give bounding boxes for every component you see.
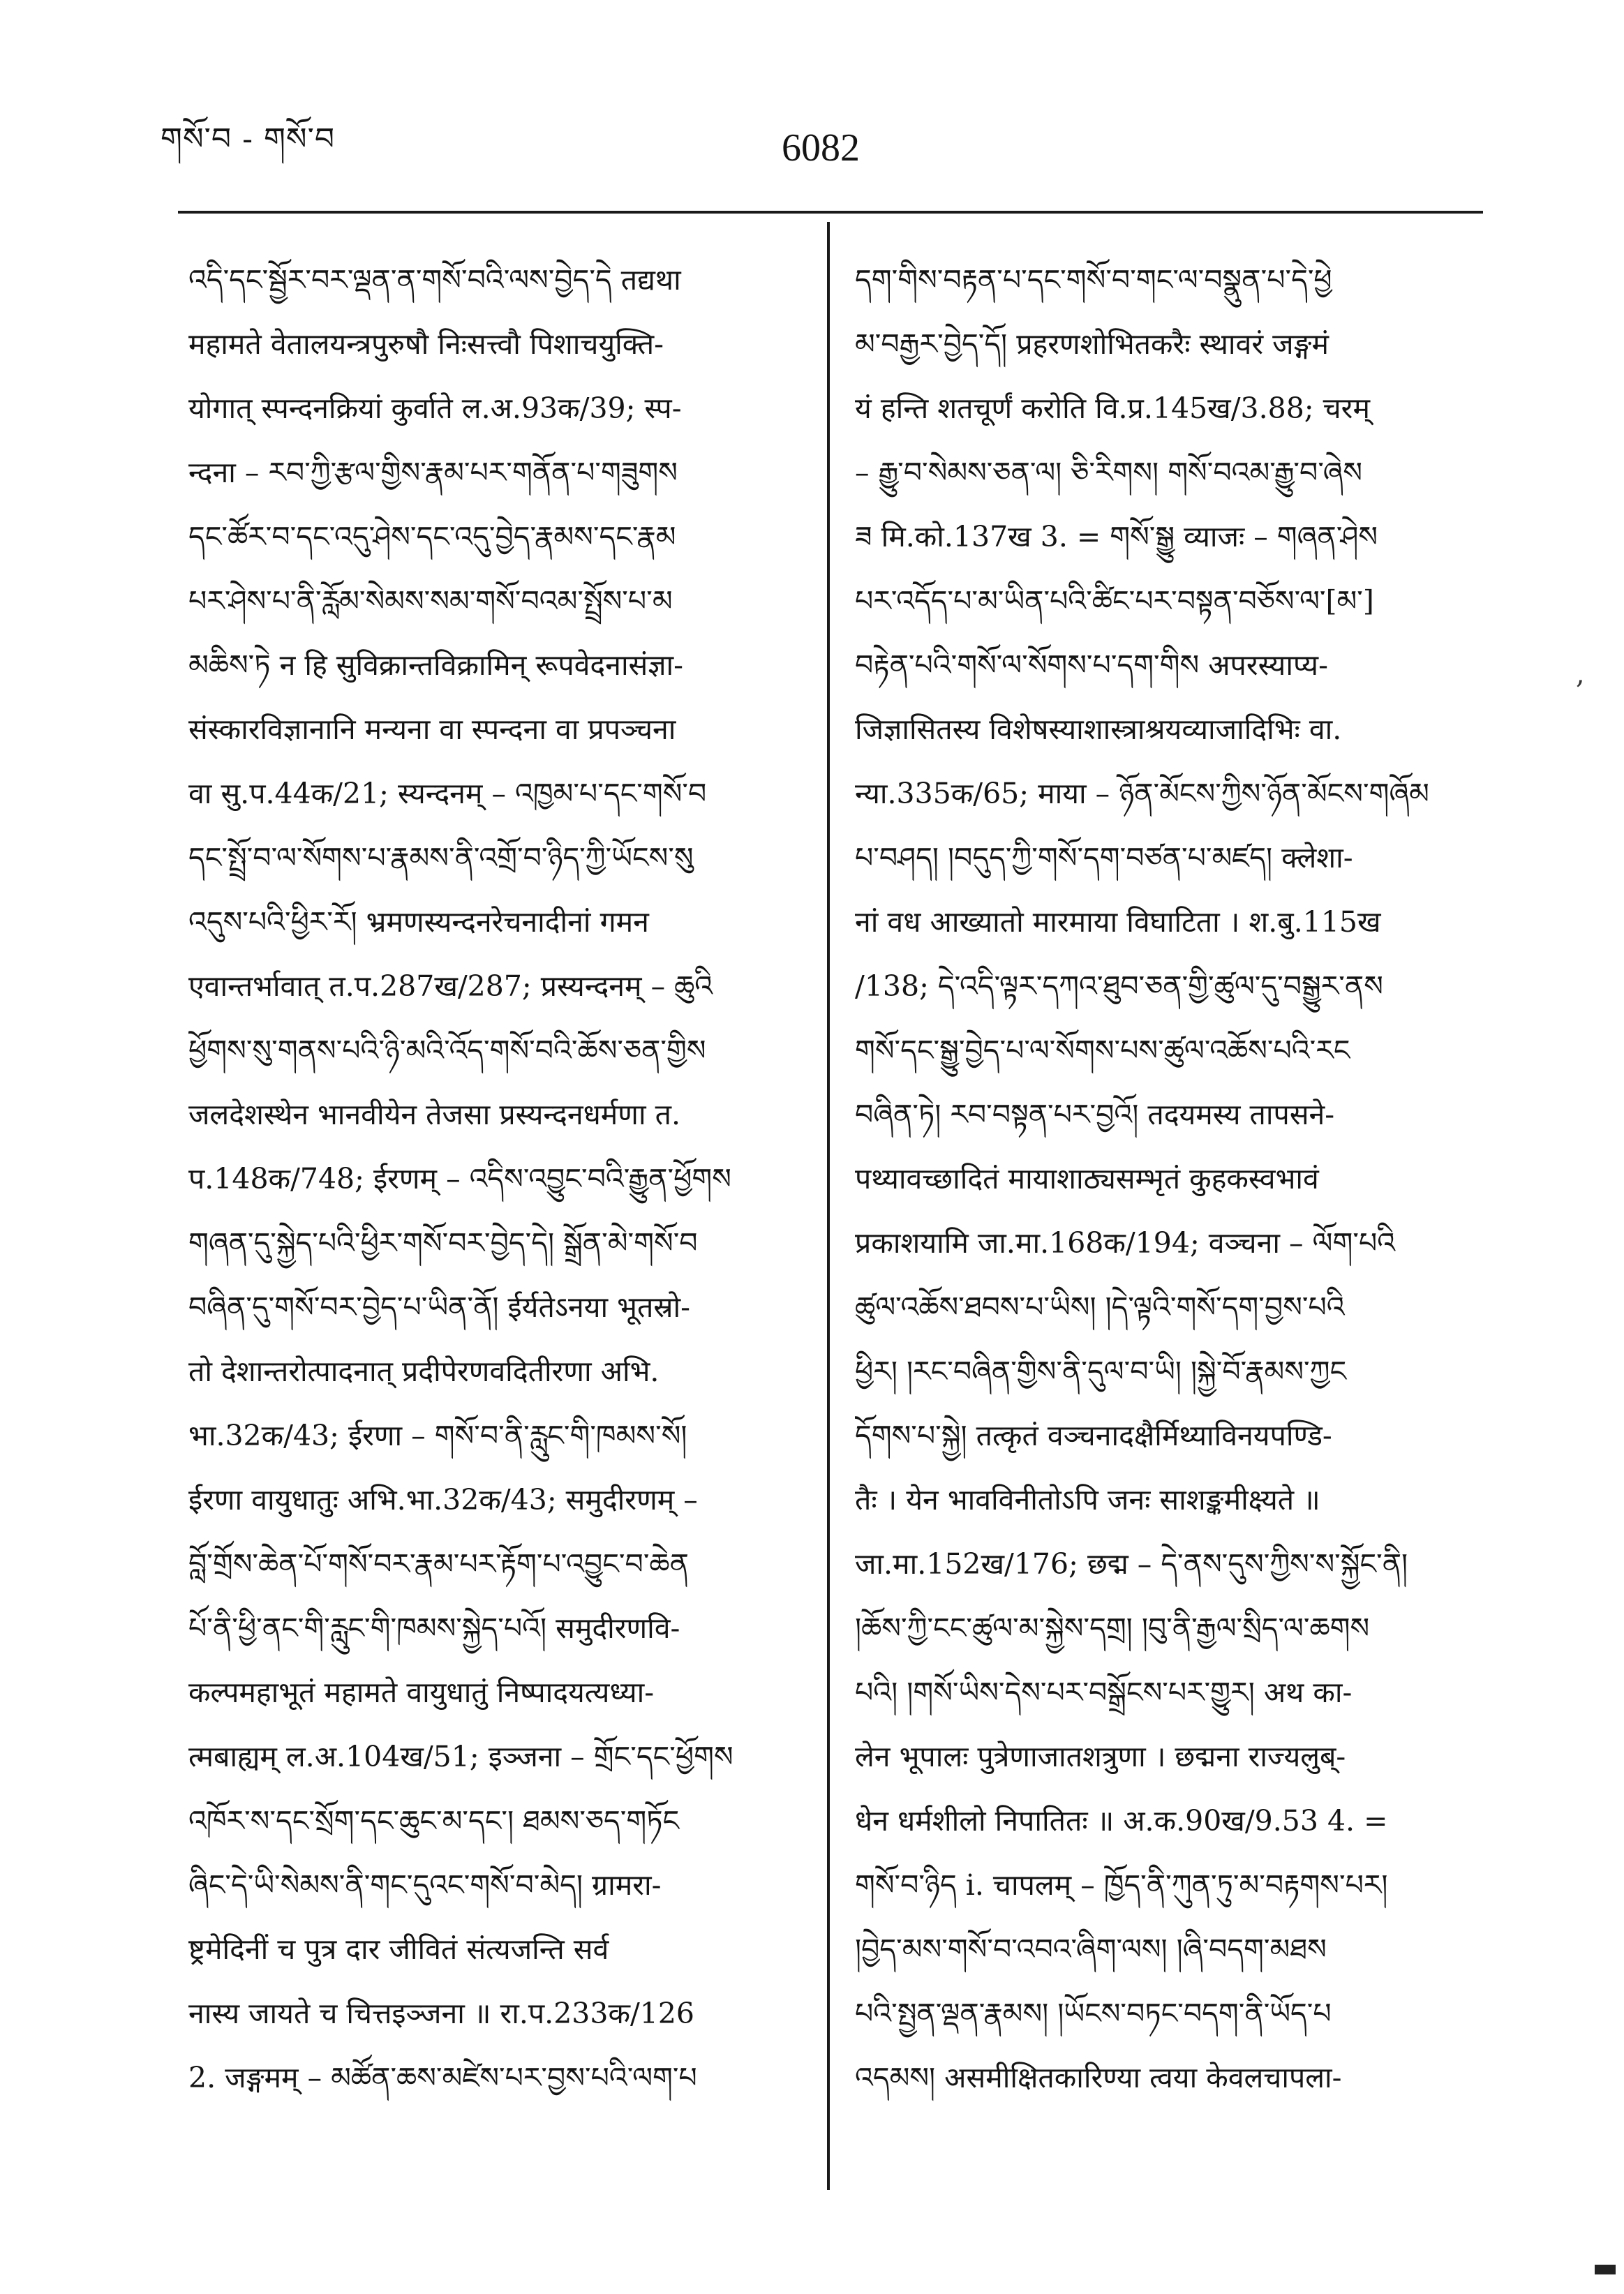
text-line: །ཆོས་ཀྱི་ངང་ཚུལ་མ་སྐྱེས་དགྲ། །བུ་ནི་རྒྱལ་སྲིད་ལ་ཆགས: [855, 1611, 1370, 1645]
left-column: [188, 248, 799, 2110]
text-line: भा.32क/43; ईरणा – གསོ་བ་ནི་རླུང་གི་ཁམས་སོ།: [188, 1419, 687, 1452]
text-line: མ་བརྒྱར་བྱེད་དོ། प्रहरणशोभितकरैः स्थावरं जङ्गमं: [855, 327, 1329, 361]
text-line: जलदेशस्थेन भानवीयेन तेजसा प्रस्यन्दनधर्मणा त.: [188, 1098, 681, 1131]
text-line: བློ་གྲོས་ཆེན་པོ་གསོ་བར་རྣམ་པར་རྟོག་པ་འབྱུང་བ་ཆེན: [188, 1547, 689, 1581]
text-line: མཆིས་ཏེ न हि सुविक्रान्तविक्रामिन् रूपवेदनासंज्ञा-: [188, 648, 684, 682]
text-line: དག་གིས་བརྟན་པ་དང་གསོ་བ་གང་ལ་བསྣུན་པ་དེ་ཕྱེ: [855, 263, 1332, 297]
text-line: པར་འདོད་པ་མ་ཡིན་པའི་ཚིང་པར་བསྟན་བཅོས་ལ་[མ་]: [855, 584, 1374, 618]
text-line: ཕྱིར། །རང་བཞིན་གྱིས་ནི་དུལ་བ་ཡི། །སྐྱེ་བོ་རྣམས་ཀྱང: [855, 1355, 1347, 1388]
text-line: དང་སྤྲོ་བ་ལ་སོགས་པ་རྣམས་ནི་འགྲོ་བ་ཉིད་ཀྱི་ཡོངས་སུ: [188, 841, 694, 874]
text-line: तो देशान्तरोत्पादनात् प्रदीपेरणवदितीरणा अभि.: [188, 1355, 660, 1388]
text-line: वा सु.प.44क/21; स्यन्दनम् – འཁྱམ་པ་དང་གསོ་བ: [188, 777, 707, 810]
text-line: བཞིན་དུ་གསོ་བར་བྱེད་པ་ཡིན་ནོ། ईर्यतेऽनया भूतस्रो-: [188, 1290, 690, 1324]
text-line: པར་ཤེས་པ་ནི་རློམ་སེམས་སམ་གསོ་བའམ་སྤྲོས་པ་མ: [188, 584, 673, 618]
text-line: བརྟེན་པའི་གསོ་ལ་སོགས་པ་དག་གིས अपरस्याप्य-: [855, 648, 1328, 682]
text-line: योगात् स्पन्दनक्रियां कुर्वाते ल.अ.93क/39; स्प-: [188, 392, 682, 425]
text-line: ཚུལ་འཆོས་ཐབས་པ་ཡིས། །དེ་ལྟའི་གསོ་དག་བྱས་པའི: [855, 1290, 1345, 1324]
header-rule: [178, 211, 1483, 214]
text-line: संस्कारविज्ञानानि मन्यना वा स्पन्दना वा प्रपञ्चना: [188, 713, 676, 746]
text-line: न्या.335क/65; माया – ཉོན་མོངས་ཀྱིས་ཉོན་མོངས་གཞོམ: [855, 777, 1429, 810]
text-line: यं हन्ति शतचूर्णं करोति वि.प्र.145ख/3.88; चरम्: [855, 392, 1370, 425]
text-line: ཞིང་དེ་ཡི་སེམས་ནི་གང་དུའང་གསོ་བ་མེད། ग्रामरा-: [188, 1868, 662, 1902]
text-line: न्दना – རབ་ཀྱི་རྩལ་གྱིས་རྣམ་པར་གནོན་པ་གཟུགས: [188, 456, 678, 489]
text-line: कल्पमहाभूतं महामते वायुधातुं निष्पादयत्यध्या-: [188, 1676, 655, 1709]
text-line: पथ्यावच्छादितं मायाशाठ्यसम्भृतं कुहकस्वभावं: [855, 1162, 1319, 1196]
text-line: नां वध आख्यातो मारमाया विघाटिता । श.बु.115ख: [855, 905, 1381, 939]
text-line: འདི་དང་སྦྱོར་བར་ལྡན་ན་གསོ་བའི་ལས་བྱེད་དེ तद्यथा: [188, 263, 681, 297]
text-line: जिज्ञासितस्य विशेषस्याशास्त्राश्रयव्याजादिभिः वा.: [855, 713, 1342, 746]
text-line: धेन धर्मशीलो निपातितः ॥ अ.क.90ख/9.53 4. =: [855, 1804, 1388, 1838]
text-line: त्मबाह्यम् ल.अ.104ख/51; इञ्जना – གྲོང་དང་ཕྱོགས: [188, 1740, 733, 1773]
text-line: འཁོར་ས་དང་སྲོག་དང་ཆུང་མ་དང་། ཐམས་ཅད་གཏོང: [188, 1804, 680, 1838]
text-line: གསོ་དང་སྒྱུ་བྱེད་པ་ལ་སོགས་པས་ཚུལ་འཆོས་པའི་རང: [855, 1034, 1350, 1067]
text-line: नास्य जायते च चित्तइञ्जना ॥ रा.प.233क/126: [188, 1997, 695, 2030]
text-line: དང་ཚོར་བ་དང་འདུ་ཤེས་དང་འདུ་བྱེད་རྣམས་དང་རྣམ: [188, 520, 676, 553]
running-head: གསོ་བ - གསོ་བ: [161, 121, 336, 157]
right-column: [855, 248, 1469, 2110]
margin-mark: ,: [1576, 658, 1585, 690]
text-line: འདུས་པའི་ཕྱིར་རོ། भ्रमणस्यन्दनरेचनादीनां गमन: [188, 905, 649, 939]
page-number: 6082: [782, 126, 860, 170]
text-line: /138; དེ་འདི་ལྟར་དཀའ་ཐུབ་ཅན་གྱི་ཚུལ་དུ་བསྒྱུར་ནས: [855, 969, 1383, 1003]
text-line: लेन भूपालः पुत्रेणाजातशत्रुणा । छद्मना राज्यलुब्-: [855, 1740, 1346, 1773]
text-line: པོ་ནི་ཕྱི་ནང་གི་རླུང་གི་ཁམས་སྐྱེད་པའོ། समुदीरणवि-: [188, 1611, 680, 1645]
text-line: – རྒྱུ་བ་སེམས་ཅན་ལ། ཅི་རིགས། གསོ་བའམ་རྒྱུ་བ་ཞེས: [855, 456, 1363, 489]
text-line: །བྱེད་མས་གསོ་བ་འབའ་ཞིག་ལས། །ཞི་བདག་མཐས: [855, 1932, 1327, 1966]
text-line: ष्ट्रमेदिनीं च पुत्र दार जीवितं संत्यजन्ति सर्व: [188, 1932, 609, 1966]
text-line: एवान्तर्भावात् त.प.287ख/287; प्रस्यन्दनम् – ཆུའི: [188, 969, 713, 1003]
text-line: པའི། །གསོ་ཡིས་དེས་པར་བསྒྲོངས་པར་གྱུར། अथ का-: [855, 1676, 1353, 1709]
text-line: བཞིན་ཏེ། རབ་བསྟན་པར་བྱའོ། तदयमस्य तापसने-: [855, 1098, 1335, 1131]
scan-edge-mark: [1595, 2265, 1616, 2274]
text-line: འདམས། असमीक्षितकारिण्या त्वया केवलचापला-: [855, 2061, 1342, 2094]
text-line: 2. जङ्गमम् – མཚོན་ཆས་མཛེས་པར་བྱས་པའི་ལག་པ: [188, 2061, 697, 2094]
text-line: ཕྱོགས་སུ་གནས་པའི་ཉི་མའི་འོད་གསོ་བའི་ཆོས་ཅན་གྱིས: [188, 1034, 706, 1067]
text-line: प्रकाशयामि जा.मा.168क/194; वञ्चना – ལོག་པའི: [855, 1226, 1396, 1260]
text-line: གསོ་བ་ཉིད i. चापलम् – ཁྱོད་ནི་ཀུན་ཏུ་མ་བརྟགས་པར།: [855, 1868, 1388, 1902]
text-line: प.148क/748; ईरणम् – འདིས་འབྱུང་བའི་རྒྱུན་ཕྱོགས: [188, 1162, 731, 1196]
text-line: དོགས་པ་སྐྱེ། तत्कृतं वञ्चनादक्षैर्मिथ्याविनयपण्डि-: [855, 1419, 1332, 1452]
column-divider: [827, 222, 830, 2190]
text-line: གཞན་དུ་སྐྱེད་པའི་ཕྱིར་གསོ་བར་བྱེད་དེ། སྒྲོན་མེ་གསོ་བ: [188, 1226, 698, 1260]
text-line: महामते वेतालयन्त्रपुरुषौ निःसत्त्वौ पिशाचयुक्ति-: [188, 327, 664, 361]
text-line: པའི་སྤྱན་ལྡན་རྣམས། །ཡོངས་བཏང་བདག་ནི་ཡོད་པ: [855, 1997, 1332, 2030]
text-line: तैः । येन भावविनीतोऽपि जनः साशङ्कमीक्ष्यते ॥: [855, 1483, 1320, 1517]
text-line: जा.मा.152ख/176; छद्म – དེ་ནས་དུས་ཀྱིས་ས་སྐྱོང་ནི།: [855, 1547, 1408, 1581]
text-line: པ་བཤད། །བདུད་ཀྱི་གསོ་དག་བཙན་པ་མཛད། क्लेशा-: [855, 841, 1353, 874]
text-line: ཟ मि.को.137ख 3. = གསོ་སྒྱུ व्याजः – གཞན་ཤེས: [855, 520, 1378, 553]
text-line: ईरणा वायुधातुः अभि.भा.32क/43; समुदीरणम् –: [188, 1483, 698, 1517]
